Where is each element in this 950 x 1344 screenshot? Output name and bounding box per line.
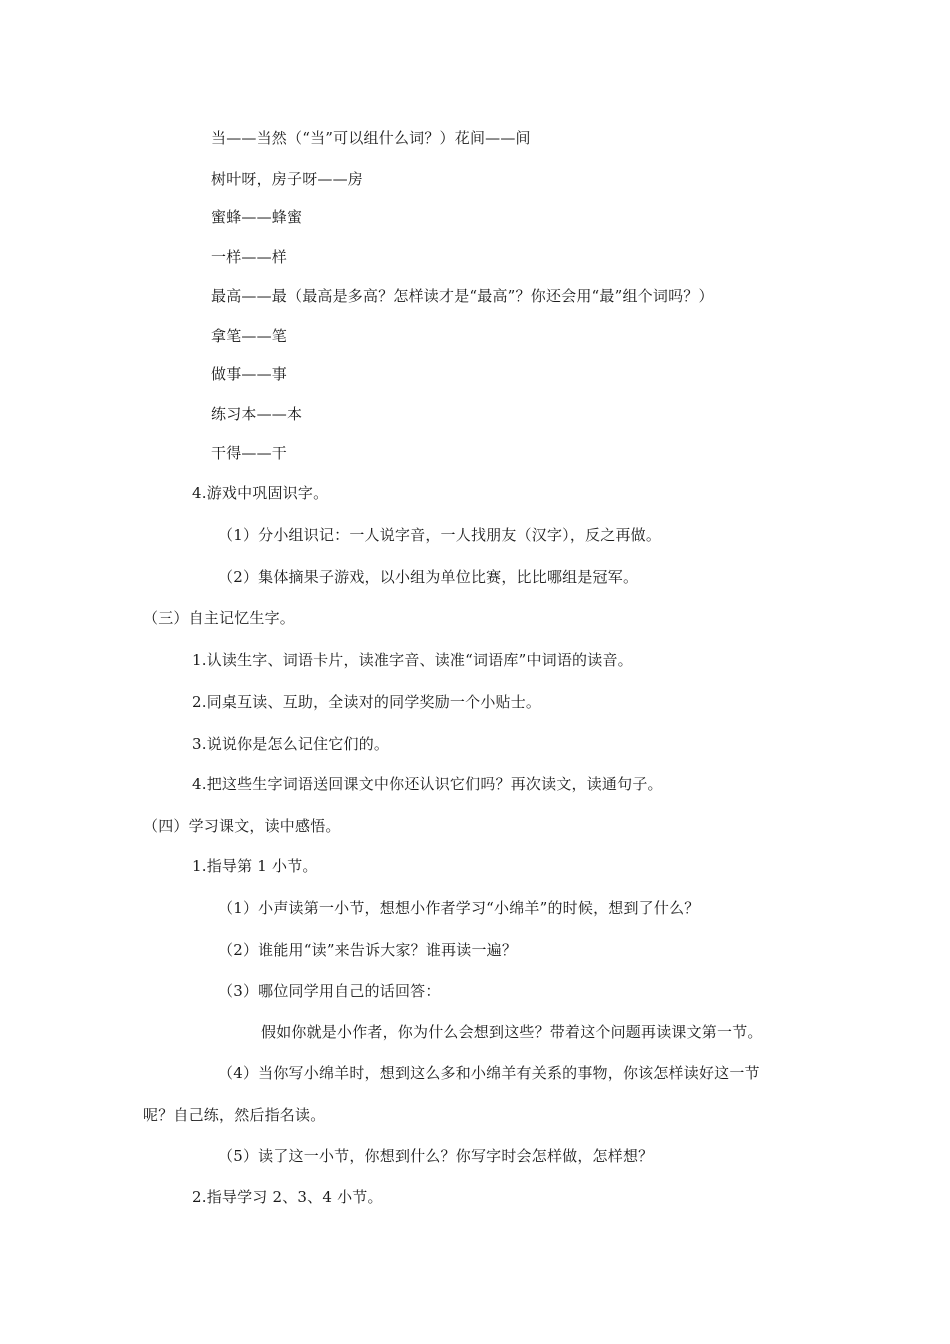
text-line: 1.指导第 1 小节。 [192, 857, 318, 875]
text-line: 最高——最（最高是多高？怎样读才是“最高”？你还会用“最”组个词吗？） [211, 287, 714, 305]
text-line: 做事——事 [211, 365, 288, 383]
text-line: 树叶呀，房子呀——房 [211, 170, 364, 188]
text-line: 2.同桌互读、互助，全读对的同学奖励一个小贴士。 [192, 693, 542, 711]
text-line: （3）哪位同学用自己的话回答： [218, 982, 441, 1000]
text-line: 蜜蜂——蜂蜜 [211, 208, 303, 226]
text-line: 当——当然（“当”可以组什么词？）花间——间 [211, 129, 531, 147]
text-line: （4）当你写小绵羊时，想到这么多和小绵羊有关系的事物，你该怎样读好这一节 [218, 1064, 760, 1082]
text-line: 拿笔——笔 [211, 327, 288, 345]
text-line: 4.把这些生字词语送回课文中你还认识它们吗？再次读文，读通句子。 [192, 775, 663, 793]
text-line: 1.认读生字、词语卡片，读准字音、读准“词语库”中词语的读音。 [192, 651, 633, 669]
text-line: 呢？自己练，然后指名读。 [143, 1106, 326, 1124]
text-line: 假如你就是小作者，你为什么会想到这些？带着这个问题再读课文第一节。 [261, 1023, 763, 1041]
text-line: 3.说说你是怎么记住它们的。 [192, 735, 390, 753]
text-line: 干得——干 [211, 444, 288, 462]
text-line: （5）读了这一小节，你想到什么？你写字时会怎样做，怎样想？ [218, 1147, 654, 1165]
text-line: 练习本——本 [211, 405, 303, 423]
text-line: 2.指导学习 2、3、4 小节。 [192, 1188, 383, 1206]
text-line: （2）谁能用“读”来告诉大家？谁再读一遍？ [218, 941, 518, 959]
text-line: 4.游戏中巩固识字。 [192, 484, 329, 502]
text-line: 一样——样 [211, 248, 288, 266]
section-heading: （四）学习课文，读中感悟。 [143, 817, 341, 835]
section-heading: （三）自主记忆生字。 [143, 609, 296, 627]
text-line: （1）小声读第一小节，想想小作者学习“小绵羊”的时候，想到了什么？ [218, 899, 700, 917]
text-line: （2）集体摘果子游戏，以小组为单位比赛，比比哪组是冠军。 [218, 568, 639, 586]
text-line: （1）分小组识记：一人说字音，一人找朋友（汉字），反之再做。 [218, 526, 662, 544]
